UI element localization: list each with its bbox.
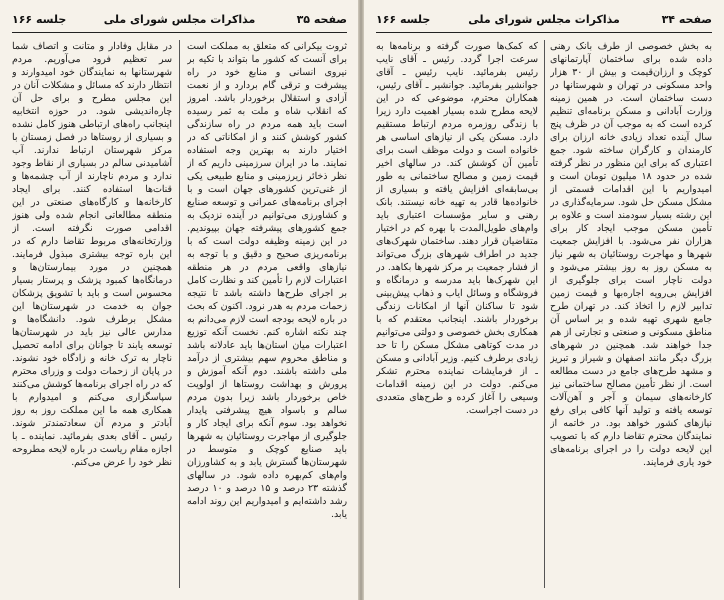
right-page-column-left-text: که کمک‌ها صورت گرفته و برنامه‌ها به سرعت اجرا گردد. رئیس ـ آقای نایب رئیس بفرمائید. نایب رئیس ـ آقای جوانشیر بفرمائید. جوانشیر ـ آقای رئیس، همکاران محترم، موضوعی که در این لایحه مطرح شده بسیار اهمیت دارد زیرا با زندگی روزمره مردم ارتباط مستقیم دارد. مسکن یکی از نیازهای اساسی هر خانواده است و دولت موظف است برای تأمین آن کوشش کند. در سالهای اخیر قیمت زمین و مصالح ساختمانی به طور بی‌سابقه‌ای افزایش یافته و بسیاری از خانواده‌ها قادر به تهیه خانه نیستند. بانک رهنی و سایر مؤسسات اعتباری باید وام‌های طویل‌المدت با بهره کم در اختیار متقاضیان قرار دهند. ساختمان شهرک‌های جدید در اطراف شهرهای بزرگ می‌تواند از فشار جمعیت بر مرکز شهرها بکاهد. در این شهرک‌ها باید مدرسه و درمانگاه و فروشگاه و وسائل ایاب و ذهاب پیش‌بینی شود تا ساکنان آنها از امکانات زندگی برخوردار باشند. اینجانب معتقدم که با همکاری بخش خصوصی و دولتی می‌توانیم در مدت کوتاهی مشکل مسکن را تا حد زیادی برطرف کنیم. وزیر آبادانی و مسکن ـ از فرمایشات نماینده محترم تشکر می‌کنم. دولت در این زمینه اقدامات وسیعی را آغاز کرده و طرح‌های متعددی در دست اجراست. bbox=[376, 41, 538, 416]
right-page-session-label: جلسه ۱۶۶ bbox=[376, 13, 431, 26]
right-page-header bbox=[376, 10, 712, 33]
left-page-column-left-text: در مقابل وفادار و متانت و اتصاف شما سر تعظیم فرود می‌آوریم. مردم شهرستانها به نمایندگان خود امیدوارند و انتظار دارند که مسائل و مشکلات آنان در این مجلس مطرح و برای حل آن چاره‌اندیشی شود. در حوزه انتخابیه اینجانب راه‌های ارتباطی هنوز کامل نشده و بسیاری از روستاها در فصل زمستان با مرکز شهرستان ارتباط ندارند. آب آشامیدنی سالم در بسیاری از نقاط وجود ندارد و مردم ناچارند از آب چشمه‌ها و قنات‌ها استفاده کنند. برای ایجاد کارخانه‌ها و کارگاه‌های صنعتی در این منطقه مطالعاتی انجام شده ولی هنوز اقدامی صورت نگرفته است. از وزارتخانه‌های مربوط تقاضا دارم که در این باره توجه بیشتری مبذول فرمایند. همچنین در مورد بیمارستان‌ها و درمانگاه‌ها کمبود پزشک و پرستار بسیار محسوس است و باید با تشویق پزشکان جوان به خدمت در شهرستان‌ها این مشکل برطرف شود. دانشگاه‌ها و مدارس عالی نیز باید در شهرستان‌ها توسعه یابند تا جوانان برای ادامه تحصیل ناچار به ترک خانه و زادگاه خود نشوند. در پایان از زحمات دولت و وزرای محترم که در راه اجرای برنامه‌ها کوشش می‌کنند سپاسگزاری می‌کنم و امیدوارم با همکاری همه ما این مملکت روز به روز آبادتر و مردم آن سعادتمندتر شوند. رئیس ـ آقای بعدی بفرمائید. نماینده ـ با اجازه مقام ریاست در باره لایحه مطروحه نظر خود را عرض می‌کنم. bbox=[12, 41, 172, 468]
right-page-column-divider bbox=[544, 40, 545, 588]
right-page-column-right bbox=[550, 40, 712, 588]
right-page bbox=[363, 0, 724, 600]
left-page-session-label: جلسه ۱۶۶ bbox=[12, 13, 67, 26]
left-page-column-left bbox=[12, 40, 172, 588]
left-page bbox=[0, 0, 360, 600]
left-page-header bbox=[12, 10, 347, 33]
left-page-column-right bbox=[187, 40, 347, 588]
left-page-column-divider bbox=[179, 40, 180, 588]
left-page-column-right-text: ثروت بیکرانی که متعلق به مملکت است برای آنست که کشور ما بتواند با تکیه بر نیروی انسانی و منابع خود در راه پیشرفت و ترقی گام بردارد و از نعمت آزادی و استقلال برخوردار باشد. امروز که انقلاب شاه و ملت به ثمر رسیده است باید همه مردم در راه سازندگی کشور کوشش کنند و از امکاناتی که در اختیار دارند به بهترین وجه استفاده نمایند. ما در ایران سرزمینی داریم که از نظر ذخائر زیرزمینی و منابع طبیعی یکی از غنی‌ترین کشورهای جهان است و با اجرای برنامه‌های عمرانی و توسعه صنایع و کشاورزی می‌توانیم در آینده نزدیک به جمع کشورهای پیشرفته جهان بپیوندیم. در این زمینه وظیفه دولت است که با برنامه‌ریزی صحیح و دقیق و با توجه به نیازهای واقعی مردم در هر منطقه اعتبارات لازم را تأمین کند و نظارت کامل بر اجرای طرح‌ها داشته باشد تا نتیجه زحمات مردم به هدر نرود. اکنون که بحث در باره لایحه بودجه است لازم می‌دانم به چند نکته اشاره کنم. نخست آنکه توزیع اعتبارات میان استان‌ها باید عادلانه باشد و مناطق محروم سهم بیشتری از درآمد ملی داشته باشند. دوم آنکه آموزش و پرورش و بهداشت روستاها از اولویت خاص برخوردار باشد زیرا بدون مردم سالم و باسواد هیچ پیشرفتی پایدار نخواهد بود. سوم آنکه برای ایجاد کار و جلوگیری از مهاجرت روستائیان به شهرها باید صنایع کوچک و متوسط در شهرستان‌ها گسترش یابد و به کشاورزان وام‌های کم‌بهره داده شود. در سالهای گذشته ۲۳ درصد و ۱۵ درصد و ۱۰ درصد رشد داشته‌ایم و امیدواریم این روند ادامه یابد. bbox=[187, 41, 347, 520]
right-page-column-right-text: به بخش خصوصی از طرف بانک رهنی داده شده برای ساختمان آپارتمانهای کوچک و ارزان‌قیمت و بیش از ۳۰ هزار واحد مسکونی در تهران و شهرستانها در دست ساختمان است. در همین زمینه وزارت آبادانی و مسکن برنامه‌ای تنظیم کرده است که به موجب آن در ظرف پنج سال آینده تعداد زیادی خانه ارزان برای کارمندان و کارگران ساخته شود. جمع اعتباری که برای این منظور در نظر گرفته شده در حدود ۱۸ میلیون تومان است و امیدواریم با این اقدامات قسمتی از مشکل مسکن حل شود. سرمایه‌گذاری در این رشته بسیار سودمند است و علاوه بر تأمین مسکن موجب ایجاد کار برای هزاران نفر می‌شود. با افزایش جمعیت شهرها و مهاجرت روستائیان به شهر نیاز به مسکن روز به روز بیشتر می‌شود و دولت ناچار است برای جلوگیری از افزایش بی‌رویه اجاره‌بها و قیمت زمین تدابیر لازم را اتخاذ کند. در تهران طرح جامع شهری تهیه شده و بر اساس آن مناطق مسکونی و صنعتی و تجارتی از هم جدا خواهند شد. همچنین در شهرهای بزرگ دیگر مانند اصفهان و شیراز و تبریز و مشهد طرح‌های جامع در دست مطالعه است. از نظر تأمین مصالح ساختمانی نیز کارخانه‌های سیمان و آجر و آهن‌آلات توسعه یافته و تولید آنها کافی برای رفع نیازهای کشور خواهد بود. در خاتمه از نمایندگان محترم تقاضا دارم که با تصویب این لایحه دولت را در اجرای برنامه‌های خود یاری فرمایند. bbox=[550, 41, 712, 468]
left-page-running-title: مذاکرات مجلس شورای ملی bbox=[103, 13, 256, 26]
right-page-column-left bbox=[376, 40, 538, 588]
right-page-number: صفحه ۳۴ bbox=[661, 13, 712, 26]
left-page-number: صفحه ۳۵ bbox=[296, 13, 347, 26]
right-page-running-title: مذاکرات مجلس شورای ملی bbox=[468, 13, 620, 26]
